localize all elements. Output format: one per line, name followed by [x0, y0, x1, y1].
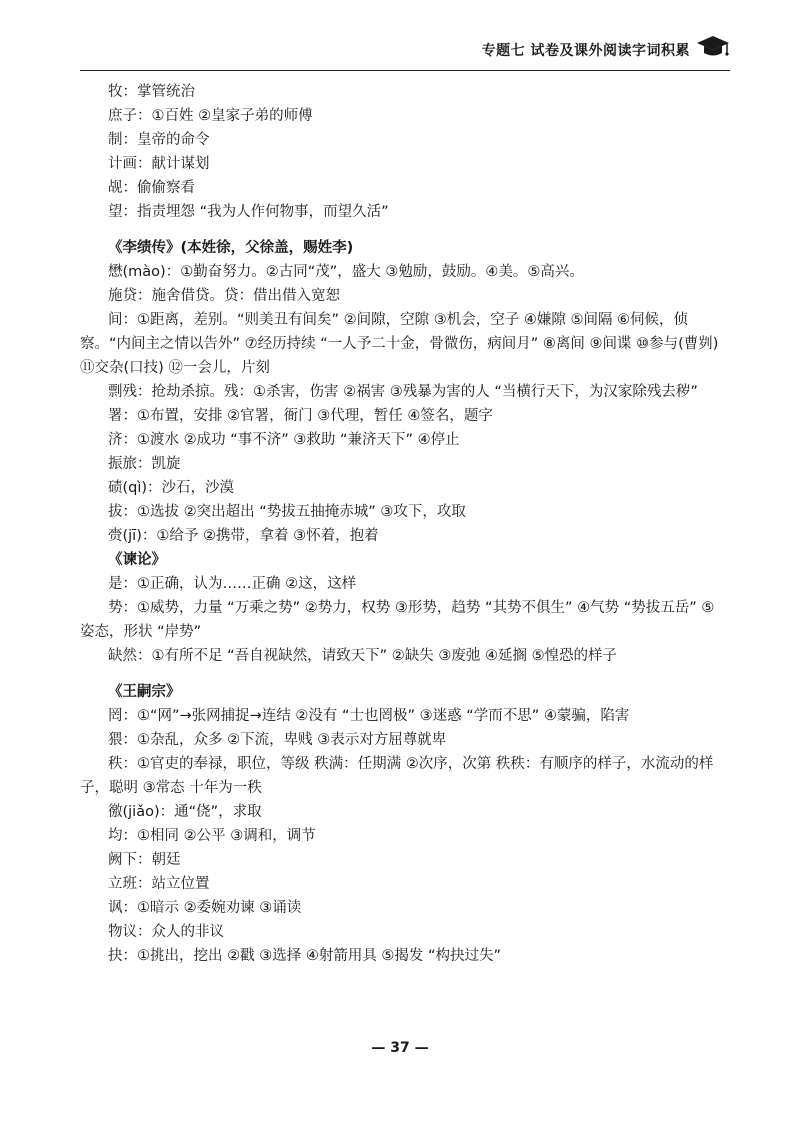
entry-line: 罔：①“网”→张网捕捉→连结 ②没有 “士也罔极” ③迷惑 “学而不思” ④蒙骗，陷害 [108, 708, 630, 724]
entry-line: 济：①渡水 ②成功 “事不济” ③救助 “兼济天下” ④停止 [108, 432, 460, 448]
entry-line: 均：①相同 ②公平 ③调和，调节 [108, 828, 316, 844]
entry-line: 猥：①杂乱，众多 ②下流，卑贱 ③表示对方屈尊就卑 [108, 732, 447, 748]
section-title: 《谏论》 [108, 552, 166, 568]
entry-line: 赍(jī)：①给予 ②携带，拿着 ③怀着，抱着 [108, 528, 379, 544]
entry-line: 是：①正确，认为……正确 ②这，这样 [108, 576, 357, 592]
graduation-cap-icon [696, 34, 730, 62]
page-header [80, 30, 730, 71]
entry-line: 碛(qì)：沙石，沙漠 [108, 480, 235, 496]
entry-line: 立班：站立位置 [108, 876, 210, 892]
entry-line: 觇：偷偷察看 [108, 180, 195, 196]
entry-line: 振旅：凯旋 [108, 456, 181, 472]
entry-line: 物议：众人的非议 [108, 924, 224, 940]
entry-line: 望：指责埋怨 “我为人作何物事，而望久活” [108, 204, 389, 220]
entry-line: 庶子：①百姓 ②皇家子弟的师傅 [108, 108, 313, 124]
header-title: 专题七 试卷及课外阅读字词积累 [481, 43, 690, 59]
entry-line: 施贷：施舍借贷。贷：借出借入宽恕 [108, 288, 340, 304]
entry-line: 制：皇帝的命令 [108, 132, 210, 148]
entry-line: 牧：掌管统治 [108, 84, 195, 100]
entry-line: 徼(jiǎo)：通“侥”，求取 [108, 804, 262, 820]
entry-line: 懋(mào)：①勤奋努力。②古同“茂”，盛大 ③勉励，鼓励。④美。⑤高兴。 [108, 264, 584, 280]
entry-line: 讽：①暗示 ②委婉劝谏 ③诵读 [108, 900, 302, 916]
entry-line: 抉：①挑出，挖出 ②戳 ③选择 ④射箭用具 ⑤揭发 “构抉过失” [108, 948, 502, 964]
page-number: — 37 — [371, 1040, 429, 1056]
entry-line: 拔：①选拔 ②突出超出 “势拔五抽掩赤城” ③攻下，攻取 [108, 504, 466, 520]
entry-line: 剽残：抢劫杀掠。残：①杀害，伤害 ②祸害 ③残暴为害的人 “当横行天下，为汉家除残去秽” [108, 384, 698, 400]
section-title: 《李绩传》(本姓徐，父徐盖，赐姓李) [108, 240, 354, 256]
entry-line: 计画：献计谋划 [108, 156, 210, 172]
main-content [80, 80, 720, 968]
entry-line: 间：①距离，差别。“则美丑有间矣” ②间隙，空隙 ③机会，空子 ④嫌隙 ⑤间隔 ⑥伺候，侦察。“内间主之情以告外” ⑦经历持续 “一人予二十金，骨微伤，病间月” ⑧离间 ⑨间谍 ⑩参与(曹刿) ⑪交杂(口技) ⑫一会儿，片刻 [80, 312, 719, 376]
entry-line: 缺然：①有所不足 “吾自视缺然，请致天下” ②缺失 ③废弛 ④延搁 ⑤惶恐的样子 [108, 648, 618, 664]
entry-line: 阙下：朝廷 [108, 852, 181, 868]
entry-line: 秩：①官吏的奉禄，职位，等级 秩满：任期满 ②次序，次第 秩秩：有顺序的样子，水流动的样子，聪明 ③常态 十年为一秩 [80, 756, 714, 796]
entry-line: 署：①布置，安排 ②官署，衙门 ③代理，暂任 ④签名，题字 [108, 408, 493, 424]
section-title: 《王嗣宗》 [108, 684, 181, 700]
entry-line: 势：①威势，力量 “万乘之势” ②势力，权势 ③形势，趋势 “其势不俱生” ④气势 “势拔五岳” ⑤姿态，形状 “岸势” [80, 600, 715, 640]
